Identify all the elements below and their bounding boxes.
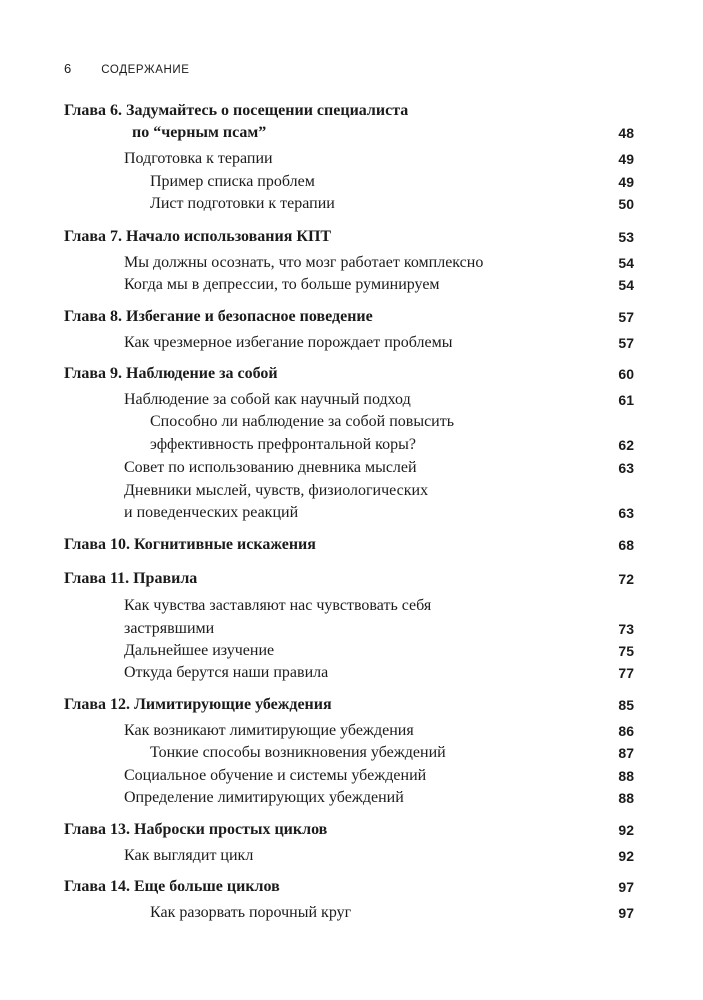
toc-subsection <box>0 434 703 456</box>
toc-page-number: 48 <box>618 125 634 141</box>
toc-entry-text: Совет по использованию дневника мыслей <box>124 459 417 476</box>
toc-entry-text: Глава 9. Наблюдение за собой <box>64 365 278 382</box>
toc-chapter <box>0 363 703 385</box>
toc-section <box>0 720 703 742</box>
toc-entry-text: по “черным псам” <box>132 124 267 141</box>
toc-subsection <box>0 902 703 924</box>
toc-entry-text: Глава 13. Наброски простых циклов <box>64 821 328 838</box>
toc-chapter <box>0 122 703 144</box>
toc-entry-text: застрявшими <box>124 620 215 637</box>
toc-page-number: 49 <box>618 151 634 167</box>
toc-entry-text: Тонкие способы возникновения убеждений <box>150 744 446 761</box>
toc-page-number: 87 <box>618 745 634 761</box>
toc-chapter <box>0 226 703 248</box>
page-number: 6 <box>64 61 72 76</box>
toc-page-number: 92 <box>618 848 634 864</box>
toc-entry-text: Когда мы в депрессии, то больше руминируем <box>124 276 440 293</box>
toc-section <box>0 252 703 274</box>
toc-page-number: 61 <box>618 392 634 408</box>
toc-page-number: 53 <box>618 229 634 245</box>
toc-entry-text: Откуда берутся наши правила <box>124 664 329 681</box>
toc-section <box>0 595 703 617</box>
toc-entry-text: Лист подготовки к терапии <box>150 195 335 212</box>
toc-page-number: 68 <box>618 537 634 553</box>
toc-entry-text: Как разорвать порочный круг <box>150 904 352 921</box>
toc-page-number: 54 <box>618 277 634 293</box>
toc-chapter <box>0 534 703 556</box>
toc-chapter <box>0 694 703 716</box>
toc-chapter <box>0 306 703 328</box>
toc-page-number: 54 <box>618 255 634 271</box>
toc-page-number: 63 <box>618 460 634 476</box>
toc-page-number: 50 <box>618 196 634 212</box>
toc-page-number: 88 <box>618 768 634 784</box>
toc-entry-text: Глава 12. Лимитирующие убеждения <box>64 696 332 713</box>
toc-subsection <box>0 171 703 193</box>
toc-page-number: 60 <box>618 366 634 382</box>
toc-entry-text: Дневники мыслей, чувств, физиологических <box>124 482 429 499</box>
toc-section <box>0 457 703 479</box>
toc-chapter <box>0 100 703 122</box>
running-head <box>64 61 190 76</box>
toc-entry-text: Пример списка проблем <box>150 173 315 190</box>
toc-entry-text: Социальное обучение и системы убеждений <box>124 767 427 784</box>
toc-entry-text: Подготовка к терапии <box>124 150 273 167</box>
toc-section <box>0 618 703 640</box>
toc-entry-text: Глава 7. Начало использования КПТ <box>64 228 332 245</box>
toc-page-number: 88 <box>618 790 634 806</box>
toc-section <box>0 274 703 296</box>
page-title: СОДЕРЖАНИЕ <box>101 64 190 76</box>
toc-entry-text: Глава 11. Правила <box>64 570 198 587</box>
toc-entry-text: Глава 8. Избегание и безопасное поведение <box>64 308 373 325</box>
toc-entry-text: Как чрезмерное избегание порождает проблемы <box>124 334 453 351</box>
toc-page-number: 62 <box>618 437 634 453</box>
toc-entry-text: эффективность префронтальной коры? <box>150 436 416 453</box>
toc-entry-text: Мы должны осознать, что мозг работает комплексно <box>124 254 484 271</box>
toc-page-number: 57 <box>618 335 634 351</box>
toc-entry-text: Глава 14. Еще больше циклов <box>64 878 280 895</box>
toc-section <box>0 502 703 524</box>
toc-entry-text: Наблюдение за собой как научный подход <box>124 391 411 408</box>
toc-section <box>0 480 703 502</box>
toc-subsection <box>0 411 703 433</box>
toc-section <box>0 765 703 787</box>
toc-page-number: 85 <box>618 697 634 713</box>
toc-page-number: 57 <box>618 309 634 325</box>
toc-entry-text: Как возникают лимитирующие убеждения <box>124 722 414 739</box>
toc-page-number: 73 <box>618 621 634 637</box>
toc-page-number: 77 <box>618 665 634 681</box>
toc-section <box>0 332 703 354</box>
toc-chapter <box>0 819 703 841</box>
toc-subsection <box>0 742 703 764</box>
toc-chapter <box>0 876 703 898</box>
toc-page-number: 92 <box>618 822 634 838</box>
toc-entry-text: и поведенческих реакций <box>124 504 299 521</box>
toc-entry-text: Глава 10. Когнитивные искажения <box>64 536 316 553</box>
toc-entry-text: Дальнейшее изучение <box>124 642 275 659</box>
toc-entry-text: Глава 6. Задумайтесь о посещении специалиста <box>64 102 409 119</box>
toc-section <box>0 389 703 411</box>
toc-page-number: 97 <box>618 879 634 895</box>
toc-entry-text: Как выглядит цикл <box>124 847 254 864</box>
toc-entry-text: Способно ли наблюдение за собой повысить <box>150 413 455 430</box>
toc-subsection <box>0 193 703 215</box>
toc-section <box>0 662 703 684</box>
toc-page-number: 63 <box>618 505 634 521</box>
toc-section <box>0 787 703 809</box>
toc-entry-text: Определение лимитирующих убеждений <box>124 789 404 806</box>
toc-section <box>0 148 703 170</box>
toc-page-number: 97 <box>618 905 634 921</box>
toc-section <box>0 640 703 662</box>
toc-page-number: 75 <box>618 643 634 659</box>
toc-page-number: 72 <box>618 571 634 587</box>
toc-entry-text: Как чувства заставляют нас чувствовать себя <box>124 597 432 614</box>
toc-page-number: 86 <box>618 723 634 739</box>
toc-chapter <box>0 568 703 590</box>
toc-page-number: 49 <box>618 174 634 190</box>
toc-section <box>0 845 703 867</box>
